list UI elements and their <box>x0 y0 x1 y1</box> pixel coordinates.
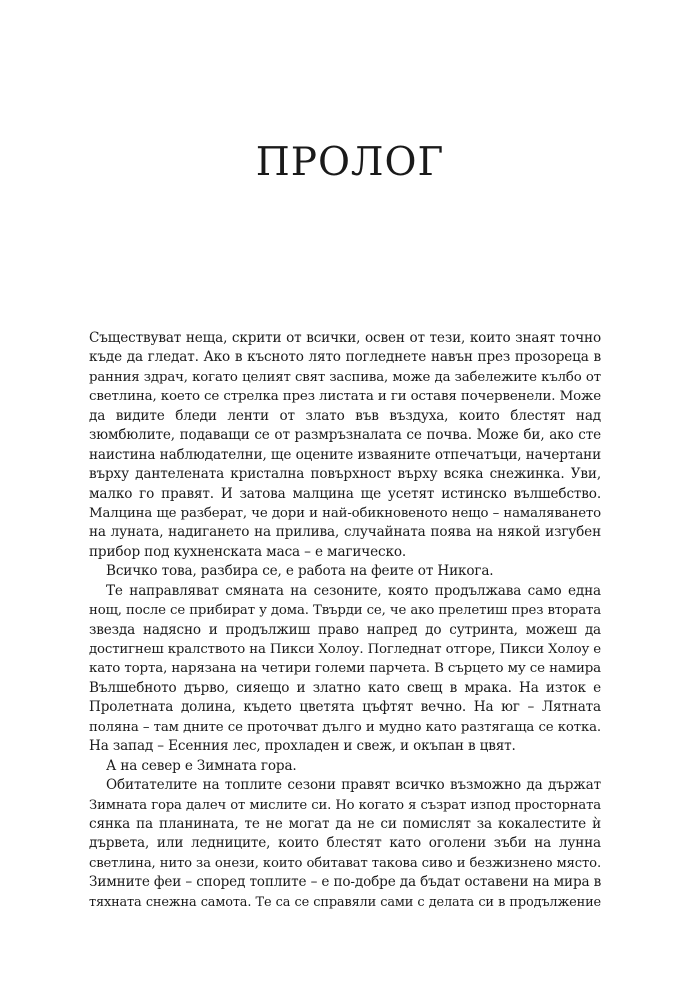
text-line: Те направляват смяната на сезоните, която продължава само една <box>106 582 601 599</box>
text-line: като торта, нарязана на четири големи парчета. В сърцето му се намира <box>89 661 601 677</box>
text-line: прибор под кухненската маса – е магическо. <box>89 543 407 560</box>
text-line: тяхната снежна самота. Те са се справяли сами с делата си в продължение <box>89 894 601 910</box>
text-line: светлина, което се стрелка през листата и ги оставя почервенели. Може <box>89 389 601 405</box>
text-line: Съществуват неща, скрити от всички, освен от тези, които знаят точно <box>89 330 601 346</box>
text-line: светлина, нито за онези, които обитават такова сиво и безжизнено място. <box>89 855 601 871</box>
text-line: А на север е Зимната гора. <box>106 757 297 774</box>
text-line: сянка па планината, те не могат да не си помислят за кокалестите ѝ <box>89 815 601 832</box>
text-line: нощ, после се прибират у дома. Твърди се, че ако прелетиш през втората <box>89 603 601 619</box>
text-line: Малцина ще разберат, че дори и най-обикновеното нещо – намаляването <box>89 505 601 521</box>
text-line: На запад – Есенния лес, прохладен и свеж, и окъпан в цвят. <box>89 738 516 755</box>
text-line: зюмбюлите, подаващи се от размръзналата се почва. Може би, ако сте <box>89 427 601 444</box>
text-line: Зимните феи – според топлите – е по-добре да бъдат оставени на мира в <box>89 874 601 891</box>
text-line: достигнеш кралството на Пикси Холоу. Погледнат отгоре, Пикси Холоу е <box>89 642 601 657</box>
chapter-title: ПРОЛОГ <box>255 140 445 185</box>
text-line: да видите бледи ленти от злато във въздуха, които блестят над <box>89 407 601 424</box>
text-line: дървета, или ледниците, които блестят като оголени зъби на лунна <box>89 835 601 852</box>
chapter-body <box>89 329 601 912</box>
text-line: върху дантелената кристална повърхност върху всяка снежинка. Уви, <box>89 466 601 483</box>
text-line: на луната, надигането на прилива, случайната поява на някой изгубен <box>89 524 601 541</box>
text-line: Всичко това, разбира се, е работа на феите от Никога. <box>106 563 494 580</box>
text-line: наистина наблюдателни, ще оцените изваяните отпечатъци, начертани <box>89 446 601 463</box>
text-line: поляна – там дните се проточват дълго и мудно като разтягаща се котка. <box>89 719 601 735</box>
text-line: Пролетната долина, където цветята цъфтят вечно. На юг – Лятната <box>89 699 601 716</box>
text-line: Вълшебното дърво, сияещо и златно като свещ в мрака. На изток е <box>89 679 601 696</box>
text-line: Обитателите на топлите сезони правят всичко възможно да държат <box>106 777 601 794</box>
text-line: Зимната гора далеч от мислите си. Но когато я съзрат изпод просторната <box>89 797 601 813</box>
text-line: ранния здрач, когато целият свят заспива, може да забележите кълбо от <box>89 369 601 385</box>
text-line: звезда надясно и продължиш право напред до сутринта, можеш да <box>89 621 601 638</box>
text-line: малко го правят. И затова малцина ще усетят истинско вълшебство. <box>89 485 601 502</box>
text-line: къде да гледат. Ако в късното лято погледнете навън през прозореца в <box>89 349 601 366</box>
